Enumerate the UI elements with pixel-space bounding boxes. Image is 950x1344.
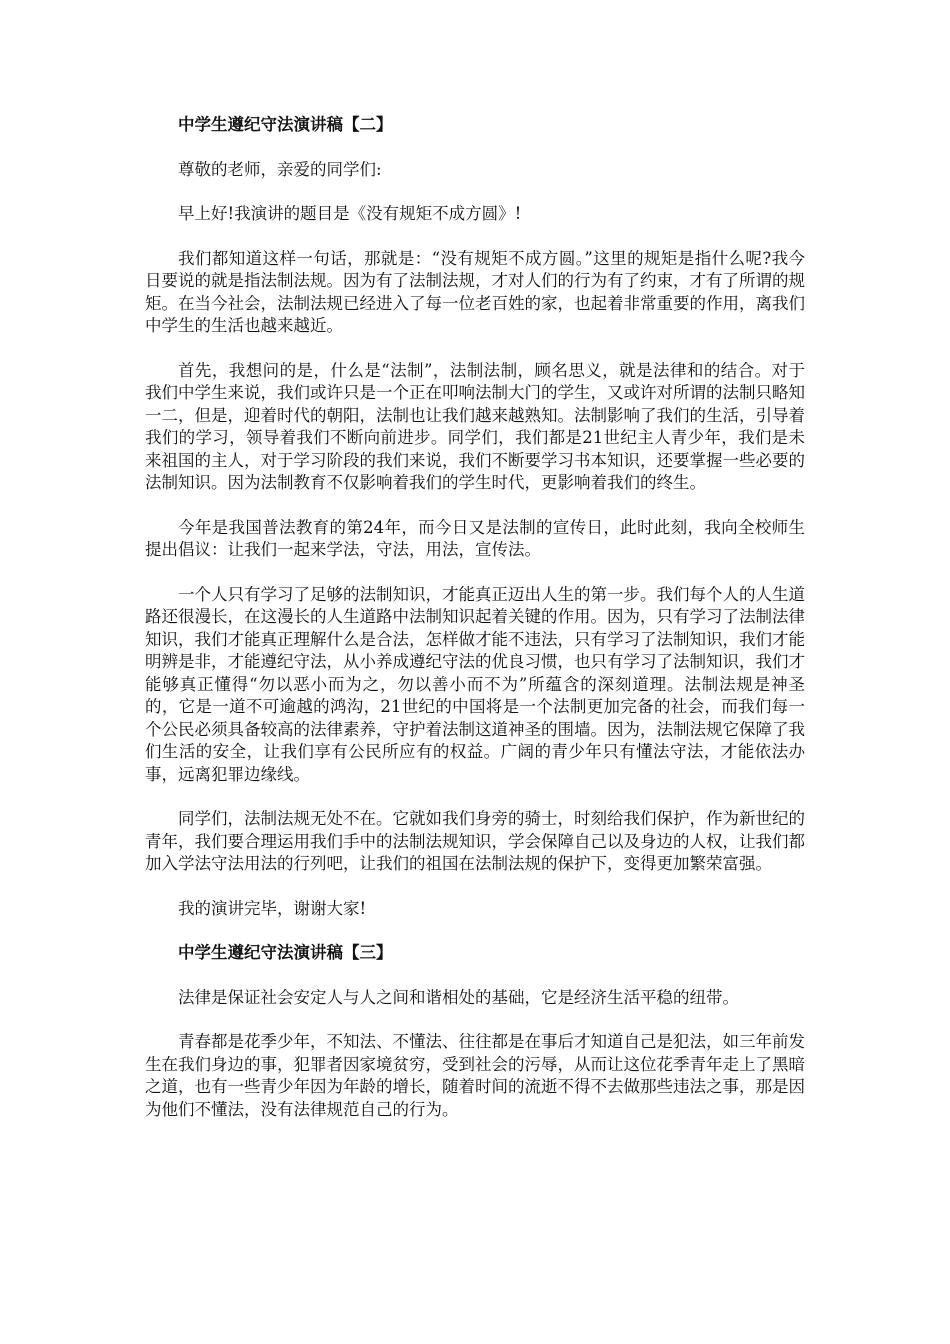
body-paragraph: 青春都是花季少年，不知法、不懂法、往往都是在事后才知道自己是犯法，如三年前发生在我们身边的事，犯罪者因家境贫穷，受到社会的污辱，从而让这位花季青年走上了黑暗之道，也有一些青少年因为年龄的增长，随着时间的流逝不得不去做那些违法之事，那是因为他们不懂法，没有法律规范自己的行为。: [145, 1032, 805, 1119]
body-paragraph: 首先，我想问的是，什么是“法制”，法制法制，顾名思义，就是法律和的结合。对于我们中学生来说，我们或许只是一个正在叩响法制大门的学生，又或许对所谓的法制只略知一二，但是，迎着时代的朝阳，法制也让我们越来越熟知。法制影响了我们的生活，引导着我们的学习，领导着我们不断向前进步。同学们，我们都是21世纪主人青少年，我们是未来祖国的主人，对于学习阶段的我们来说，我们不断要学习书本知识，还要掌握一些必要的法制知识。因为法制教育不仅影响着我们的学生时代，更影响着我们的终生。: [145, 360, 805, 492]
body-paragraph: 同学们，法制法规无处不在。它就如我们身旁的骑士，时刻给我们保护，作为新世纪的青年，我们要合理运用我们手中的法制法规知识，学会保障自己以及身边的人权，让我们都加入学法守法用法的行列吧，让我们的祖国在法制法规的保护下，变得更加繁荣富强。: [145, 809, 805, 873]
document-body: [145, 114, 805, 1143]
section-2-title: 中学生遵纪守法演讲稿【二】: [178, 115, 393, 134]
body-paragraph: 我们都知道这样一句话，那就是：“没有规矩不成方圆。”这里的规矩是指什么呢?我今日要说的就是指法制法规。因为有了法制法规，才对人们的行为有了约束，才有了所谓的规矩。在当今社会，法制法规已经进入了每一位老百姓的家，也起着非常重要的作用，离我们中学生的生活也越来越近。: [145, 248, 805, 335]
body-paragraph: 一个人只有学习了足够的法制知识，才能真正迈出人生的第一步。我们每个人的人生道路还很漫长，在这漫长的人生道路中法制知识起着关键的作用。因为，只有学习了法制法律知识，我们才能真正理解什么是合法，怎样做才能不违法，只有学习了法制知识，我们才能明辨是非，才能遵纪守法，从小养成遵纪守法的优良习惯，也只有学习了法制知识，我们才能够真正懂得“勿以恶小而为之，勿以善小而不为”所蕴含的深刻道理。法制法规是神圣的，它是一道不可逾越的鸿沟，21世纪的中国将是一个法制更加完备的社会，而我们每一个公民必须具备较高的法律素养，守护着法制这道神圣的围墙。因为，法制法规它保障了我们生活的安全，让我们享有公民所应有的权益。广阔的青少年只有懂法守法，才能依法办事，远离犯罪边缘线。: [145, 584, 805, 784]
greeting-paragraph: 尊敬的老师，亲爱的同学们:: [178, 159, 382, 179]
closing-paragraph: 我的演讲完毕，谢谢大家!: [178, 898, 367, 918]
body-paragraph: 今年是我国普法教育的第24年，而今日又是法制的宣传日，此时此刻，我向全校师生提出倡议：让我们一起来学法，守法，用法，宣传法。: [145, 517, 805, 559]
section-3-title: 中学生遵纪守法演讲稿【三】: [178, 943, 393, 962]
opening-paragraph: 早上好!我演讲的题目是《没有规矩不成方圆》!: [178, 204, 522, 223]
body-paragraph: 法律是保证社会安定人与人之间和谐相处的基础，它是经济生活平稳的纽带。: [178, 987, 739, 1007]
